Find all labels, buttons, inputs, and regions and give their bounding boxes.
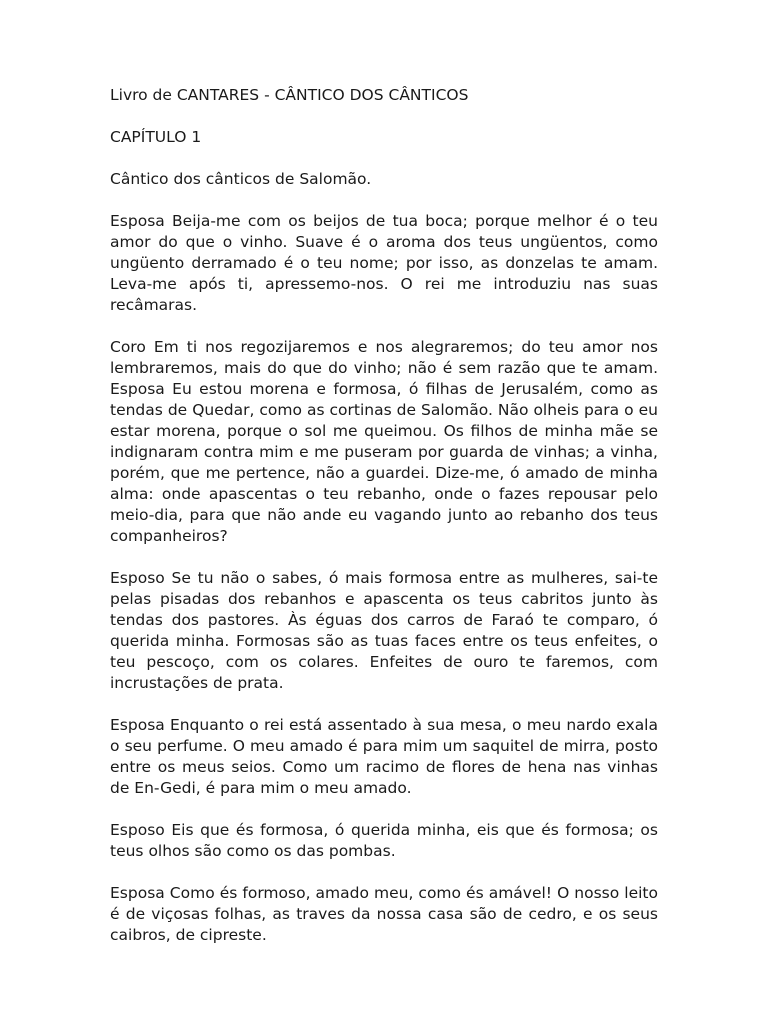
document-title: Livro de CANTARES - CÂNTICO DOS CÂNTICOS [110, 86, 469, 104]
paragraph: Esposa Enquanto o rei está assentado à sua mesa, o meu nardo exala o seu perfume. O meu amado é para mim um saquitel de mirra, posto entre os meus seios. Como um racimo de flores de hena nas vinhas de En-Gedi, é para mim o meu amado. [110, 716, 658, 797]
chapter-heading: CAPÍTULO 1 [110, 128, 202, 146]
paragraph: Esposa Beija-me com os beijos de tua boca; porque melhor é o teu amor do que o vinho. Suave é o aroma dos teus ungüentos, como ungüento derramado é o teu nome; por isso, as donzelas te amam. Leva-me após ti, apressemo-nos. O rei me introduziu nas suas recâmaras. [110, 212, 658, 314]
paragraph: Esposa Como és formoso, amado meu, como és amável! O nosso leito é de viçosas folhas, as traves da nossa casa são de cedro, e os seus caibros, de cipreste. [110, 884, 658, 944]
paragraph: Coro Em ti nos regozijaremos e nos alegraremos; do teu amor nos lembraremos, mais do que do vinho; não é sem razão que te amam. Esposa Eu estou morena e formosa, ó filhas de Jerusalém, como as tendas de Quedar, como as cortinas de Salomão. Não olheis para o eu estar morena, porque o sol me queimou. Os filhos de minha mãe se indignaram contra mim e me puseram por guarda de vinhas; a vinha, porém, que me pertence, não a guardei. Dize-me, ó amado de minha alma: onde apascentas o teu rebanho, onde o fazes repousar pelo meio-dia, para que não ande eu vagando junto ao rebanho dos teus companheiros? [110, 338, 658, 545]
chapter-subtitle: Cântico dos cânticos de Salomão. [110, 170, 372, 188]
paragraph: Esposo Eis que és formosa, ó querida minha, eis que és formosa; os teus olhos são como os das pombas. [110, 821, 658, 860]
document-page [110, 85, 658, 967]
paragraph: Esposo Se tu não o sabes, ó mais formosa entre as mulheres, sai-te pelas pisadas dos rebanhos e apascenta os teus cabritos junto às tendas dos pastores. Às éguas dos carros de Faraó te comparo, ó querida minha. Formosas são as tuas faces entre os teus enfeites, o teu pescoço, com os colares. Enfeites de ouro te faremos, com incrustações de prata. [110, 569, 658, 692]
